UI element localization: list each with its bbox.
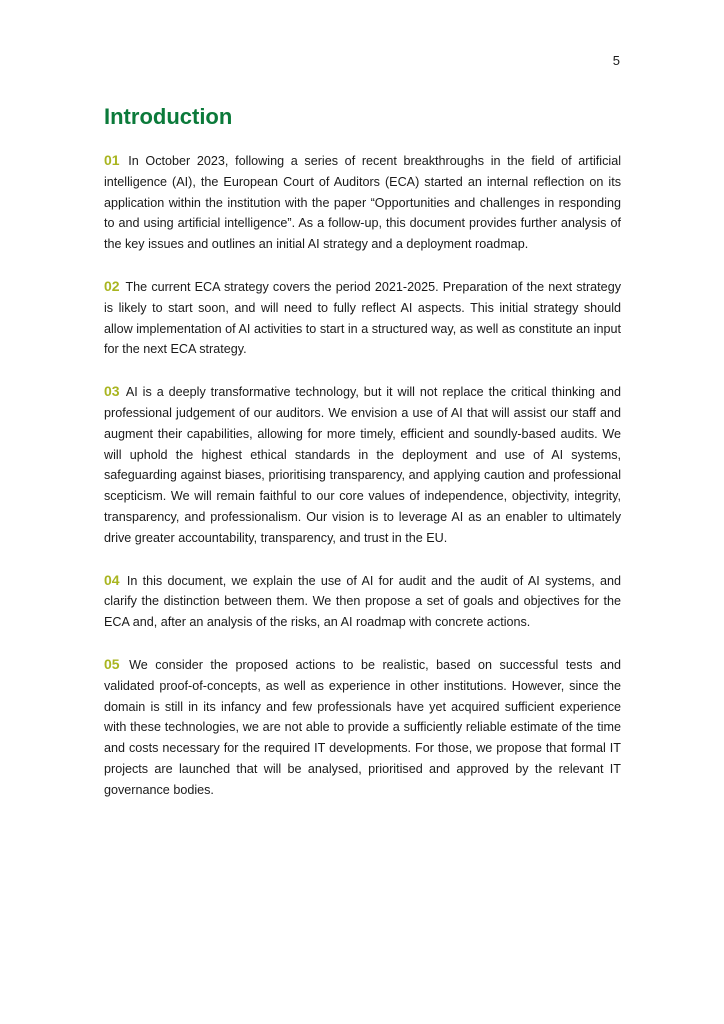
- paragraph-03: [104, 381, 621, 548]
- paragraph-number: 01: [104, 152, 120, 168]
- paragraph-text: In October 2023, following a series of recent breakthroughs in the field of artificial intelligence (AI), the European Court of Auditors (ECA) started an internal reflection on its application within the institution with the paper “Opportunities and challenges in responding to and using artificial intelligence”. As a follow-up, this document provides further analysis of the key issues and outlines an initial AI strategy and a deployment roadmap.: [104, 154, 621, 252]
- paragraph-text: We consider the proposed actions to be realistic, based on successful tests and validated proof-of-concepts, as well as experience in other institutions. However, since the domain is still in its infancy and few professionals have yet acquired sufficient experience with these technologies, we are not able to provide a sufficiently reliable estimate of the time and costs necessary for the required IT developments. For those, we propose that formal IT projects are launched that will be analysed, prioritised and approved by the relevant IT governance bodies.: [104, 657, 621, 797]
- page-number: 5: [612, 53, 620, 68]
- paragraph-text: AI is a deeply transformative technology, but it will not replace the critical thinking and professional judgement of our auditors. We envision a use of AI that will assist our staff and augment their capabilities, allowing for more timely, efficient and soundly-based audits. We will uphold the highest ethical standards in the deployment and use of AI systems, safeguarding against biases, prioritising transparency, and applying caution and professional scepticism. We will remain faithful to our core values of independence, objectivity, integrity, transparency, and professionalism. Our vision is to leverage AI as an enabler to ultimately drive greater accountability, transparency, and trust in the EU.: [104, 385, 621, 545]
- page-title: Introduction: [104, 104, 233, 129]
- paragraph-04: [104, 570, 621, 633]
- paragraph-number: 04: [104, 571, 120, 588]
- paragraph-01: [104, 150, 621, 255]
- paragraph-number: 02: [104, 277, 120, 294]
- paragraph-05: [104, 654, 621, 801]
- paragraph-02: [104, 276, 621, 360]
- paragraph-number: 05: [104, 655, 120, 672]
- paragraph-text: The current ECA strategy covers the period 2021-2025. Preparation of the next strategy is likely to start soon, and will need to fully reflect AI aspects. This initial strategy should allow implementation of AI activities to start in a structured way, as well as constitute an input for the next ECA strategy.: [104, 279, 621, 357]
- paragraph-number: 03: [104, 383, 120, 400]
- paragraph-text: In this document, we explain the use of AI for audit and the audit of AI systems, and clarify the distinction between them. We then propose a set of goals and objectives for the ECA and, after an analysis of the risks, an AI roadmap with concrete actions.: [104, 573, 621, 630]
- body-content: [104, 150, 621, 822]
